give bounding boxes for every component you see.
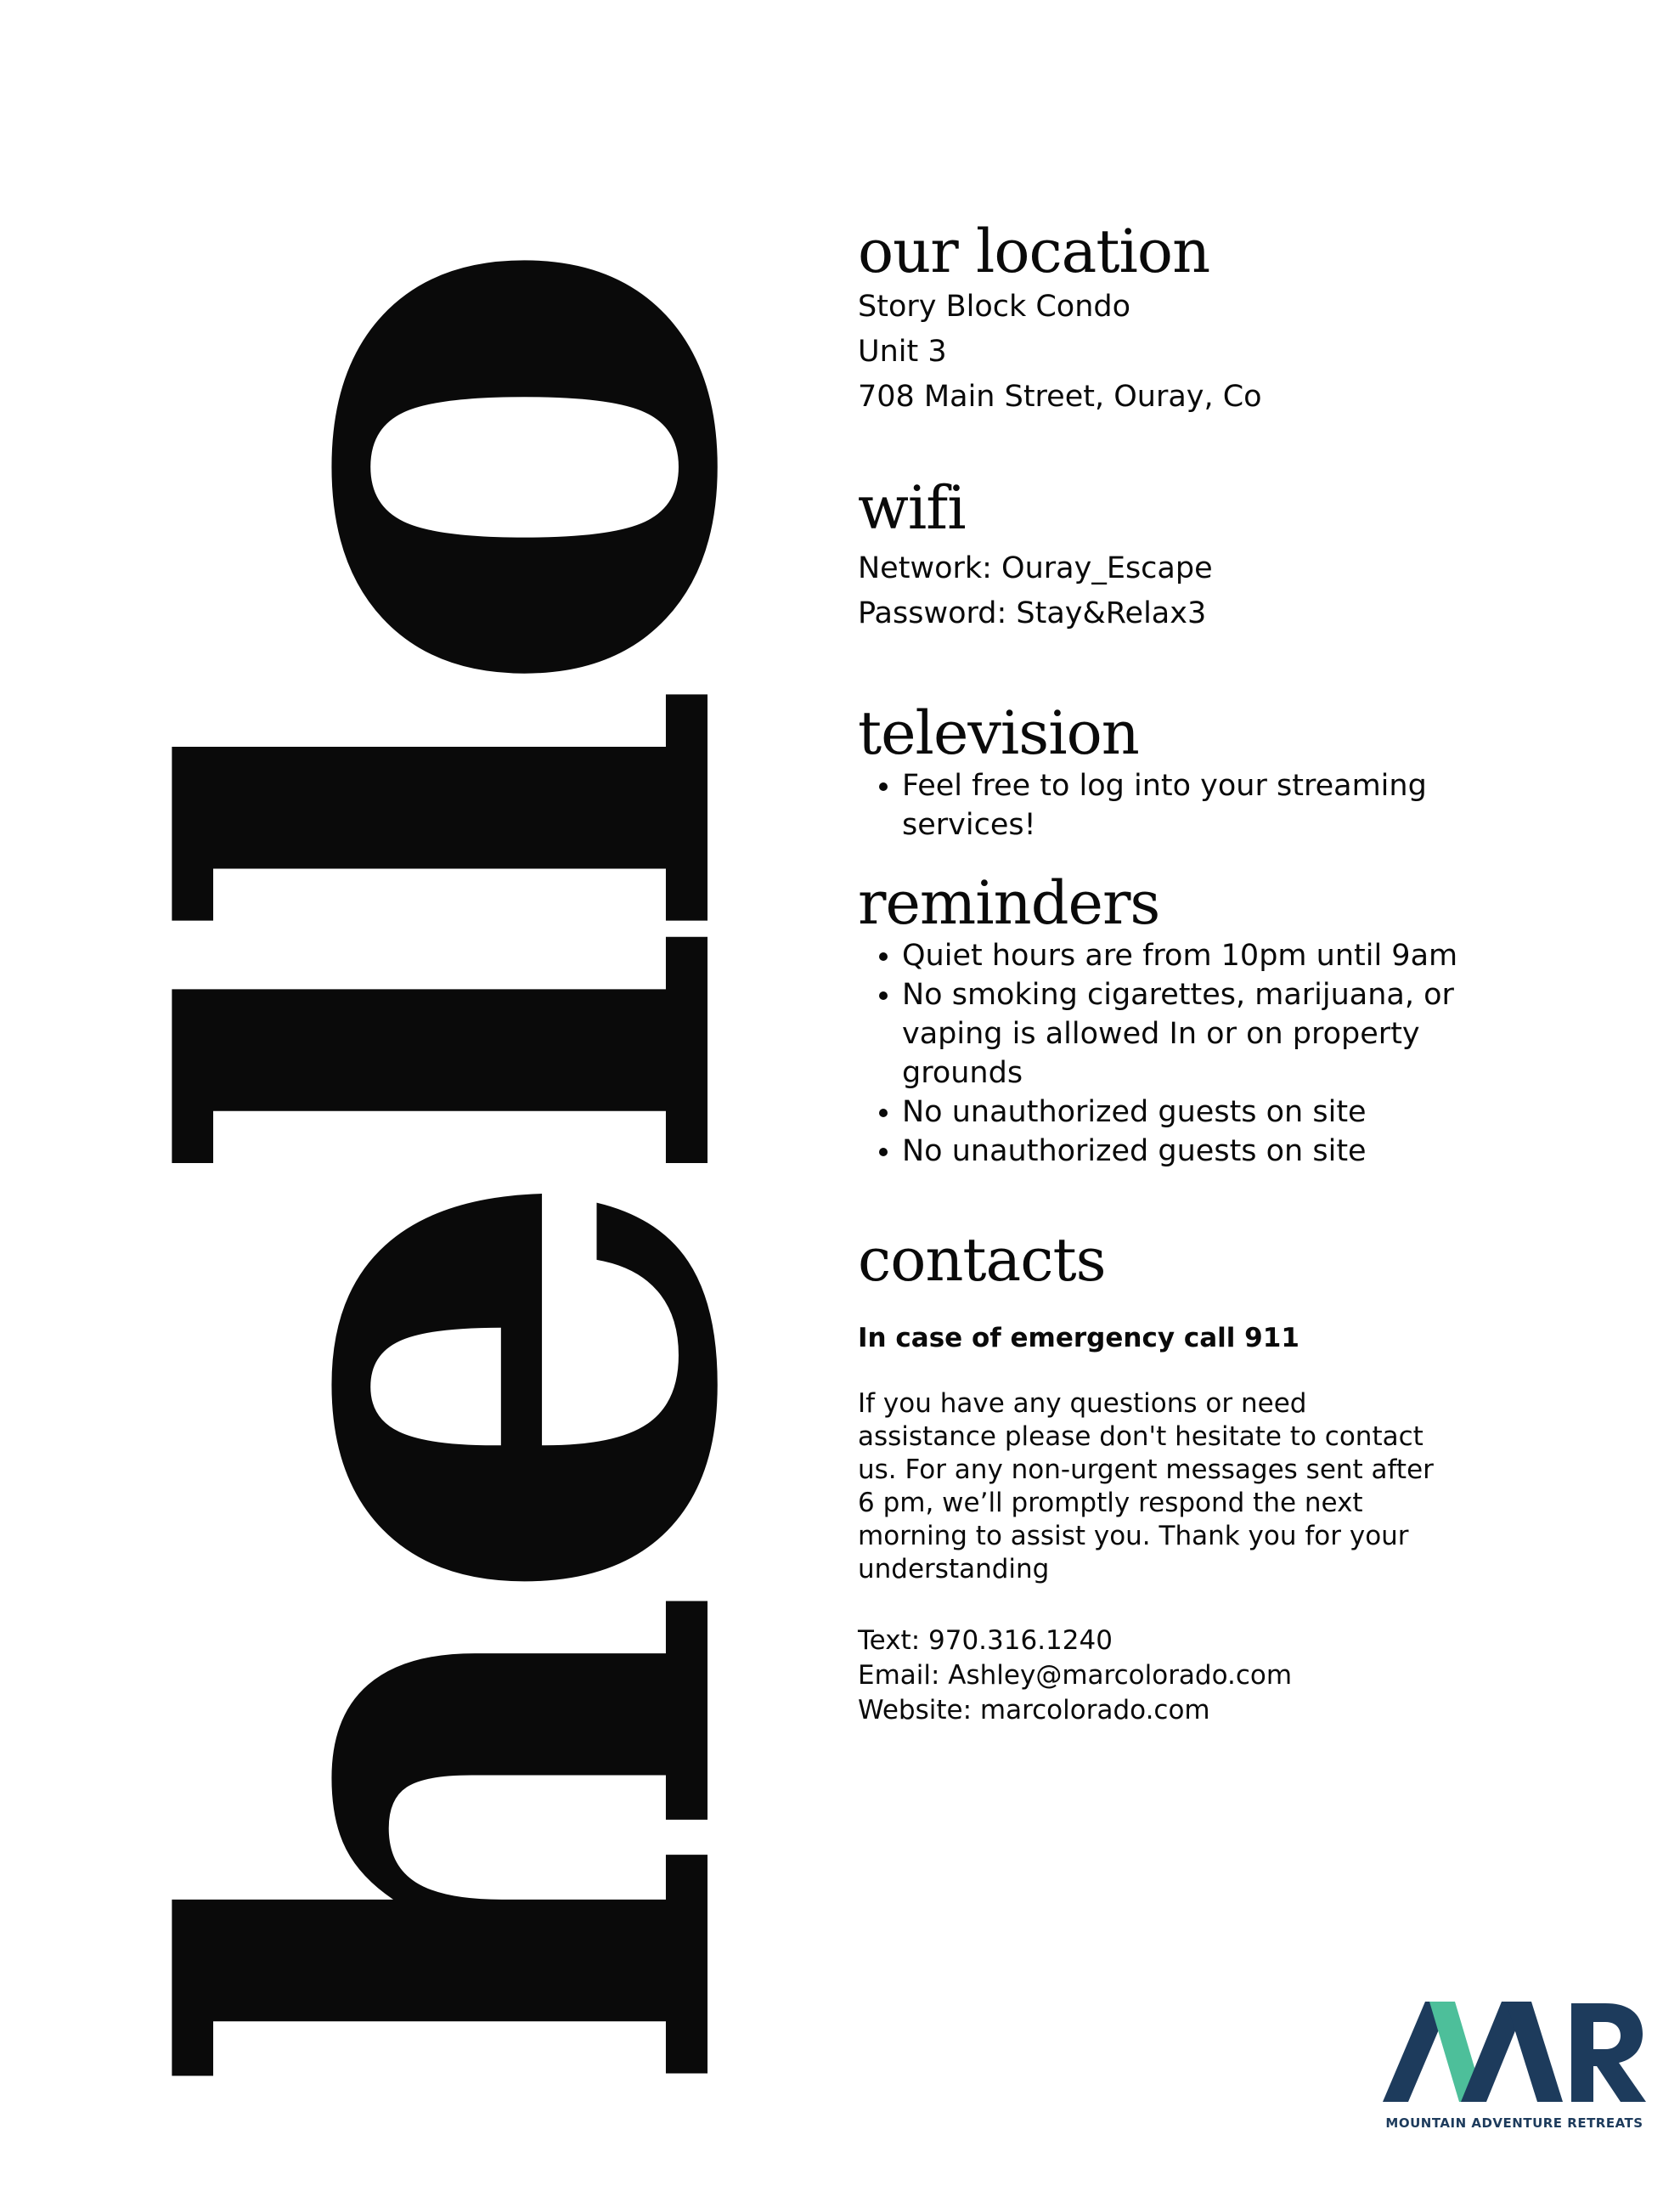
list-item: • No unauthorized guests on site: [902, 1093, 1514, 1132]
list-item: • No smoking cigarettes, marijuana, or vaping is allowed In or on property grounds: [902, 975, 1514, 1093]
location-lines: [858, 285, 1503, 420]
location-line: Story Block Condo: [858, 290, 1131, 324]
mar-logo: [1383, 1997, 1646, 2141]
contacts-section: [858, 1225, 1503, 1728]
location-section: [858, 219, 1503, 420]
television-heading: television: [858, 698, 1139, 768]
wifi-network: Network: Ouray_Escape: [858, 551, 1213, 585]
emergency-note: In case of emergency call 911: [858, 1323, 1299, 1353]
list-item: • Quiet hours are from 10pm until 9am: [902, 936, 1514, 975]
television-list: [858, 766, 1497, 844]
reminders-heading: reminders: [858, 868, 1160, 938]
contact-message: If you have any questions or need assistance please don't hesitate to contact us. For any non-urgent messages sent after 6 pm, we’ll promptly respond the next morning to assist you. Thank you for your understanding: [858, 1388, 1434, 1584]
location-heading: our location: [858, 217, 1210, 286]
logo-tagline: MOUNTAIN ADVENTURE RETREATS: [1385, 2115, 1643, 2131]
wifi-heading: wifi: [858, 473, 966, 543]
location-line: Unit 3: [858, 335, 947, 369]
reminders-section: [858, 868, 1503, 1171]
wifi-lines: [858, 546, 1503, 636]
television-section: [858, 698, 1503, 844]
hello-vertical-title: hello: [46, 257, 874, 2098]
wifi-section: [858, 473, 1503, 636]
list-item: • Feel free to log into your streaming services!: [902, 766, 1497, 844]
list-item: • No unauthorized guests on site: [902, 1132, 1514, 1171]
contacts-heading: contacts: [858, 1225, 1106, 1295]
contact-text: Text: 970.316.1240: [858, 1625, 1113, 1656]
reminders-list: [858, 936, 1514, 1171]
wifi-password: Password: Stay&Relax3: [858, 596, 1207, 630]
mar-logo-mark: [1383, 1997, 1646, 2105]
contact-website: Website: marcolorado.com: [858, 1695, 1210, 1725]
location-line: 708 Main Street, Ouray, Co: [858, 380, 1262, 414]
contact-email: Email: Ashley@marcolorado.com: [858, 1660, 1293, 1691]
